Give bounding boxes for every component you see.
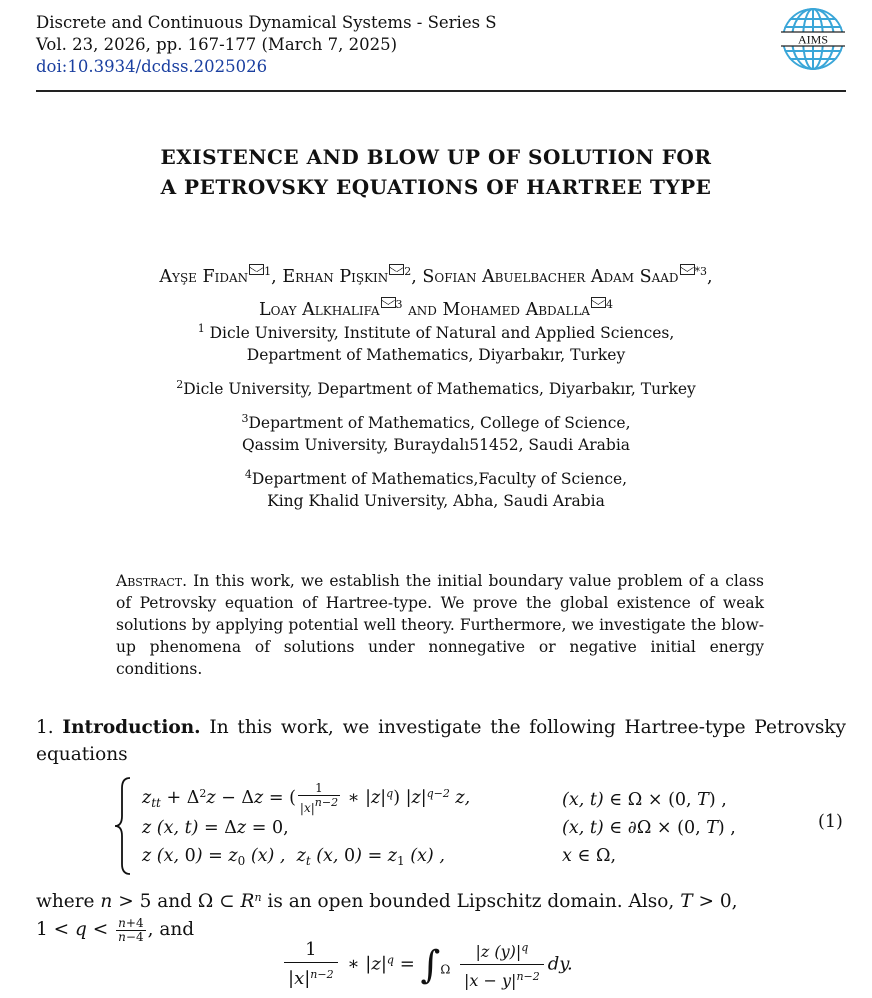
condition-1: (x, t) ∈ Ω × (0, T) , — [562, 790, 727, 810]
affiliation-1: $^1$ Dicle University, Institute of Natural and Applied Sciences, Department of Mathematics, Diyarbakır, Turkey — [197, 322, 675, 365]
author-name: Erhan Pişkin — [282, 266, 389, 287]
journal-header — [36, 12, 497, 78]
left-brace — [112, 776, 132, 876]
email-icon[interactable] — [249, 264, 264, 275]
email-icon[interactable] — [680, 264, 695, 275]
journal-volume: Vol. 23, 2026, pp. 167-177 (March 7, 2025) — [36, 35, 398, 54]
section-number: 1. — [36, 717, 54, 738]
equation-row-1: $z_{tt} + \Delta^2z - \Delta z$ = ( $\frac{1}{|x|n-2}$ ∗ $|z|^q$) $|z|^{q-2}$ z, — [142, 781, 471, 815]
affiliation-2: $^2$Dicle University, Department of Mathematics, Diyarbakır, Turkey — [176, 378, 696, 399]
aims-logo-text: AIMS — [797, 32, 829, 47]
author-name: Loay Alkhalifa — [259, 299, 380, 320]
equation-row-3: z (x, $0) = z_0$ (x) , $z_t$ (x, $0) = z_1$ (x) , — [142, 846, 445, 868]
email-icon[interactable] — [389, 264, 404, 275]
where-paragraph: where n > 5 and Ω ⊂ $R^n$ is an open bounded Lipschitz domain. Also, T > 0, 1 < q < $\frac{n+4}{n-4}$ , and — [36, 891, 738, 944]
journal-name: Discrete and Continuous Dynamical Systems - Series S — [36, 13, 497, 32]
author-list: Ayşe Fidan $^1$, Erhan Pişkin $^2$, Sofian Abuelbacher Adam Saad $^{*3}$, Loay Alkhalifa $^3$ and Mohamed Abdalla $^4$ — [159, 265, 713, 320]
equation-system — [106, 776, 866, 886]
hartree-convolution-equation: $\frac{1}{|x|^{n-2}}$ ∗ $|z|^q = \int_\Omega$ $\frac{|z (y)|^q}{|x - y|^{n-2}}$ dy. — [280, 936, 573, 993]
affiliation-3: $^3$Department of Mathematics, College of Science, Qassim University, Buraydalı51452, Saudi Arabia — [241, 412, 631, 455]
and-word: and — [408, 299, 437, 320]
header-rule — [36, 90, 846, 92]
affiliation-4: $^4$Department of Mathematics,Faculty of Science, King Khalid University, Abha, Saudi Arabia — [244, 468, 628, 511]
doi-link[interactable]: doi:10.3934/dcdss.2025026 — [36, 57, 268, 76]
equation-number: (1) — [818, 812, 843, 832]
condition-3: x ∈ Ω, — [562, 846, 617, 866]
abstract-label: Abstract. — [116, 572, 188, 590]
author-name: Sofian Abuelbacher Adam Saad — [422, 266, 679, 287]
section-title: Introduction. — [62, 717, 201, 738]
email-icon[interactable] — [381, 297, 396, 308]
aims-logo — [778, 6, 848, 72]
author-name: Mohamed Abdalla — [442, 299, 590, 320]
abstract-text: In this work, we establish the initial boundary value problem of a class of Petrovsky equation of Hartree-type. We prove the global existence of weak solutions by applying potential well theory. Furthermore, we investigate the blow-up phenomena of solutions under nonnegative or negative initial energy conditions. — [116, 572, 764, 678]
paper-title: EXISTENCE AND BLOW UP OF SOLUTION FOR A PETROVSKY EQUATIONS OF HARTREE TYPE — [160, 145, 712, 199]
intro-text: In this work, we investigate the following Hartree-type Petrovsky equations — [36, 717, 846, 765]
author-name: Ayşe Fidan — [159, 266, 249, 287]
equation-row-2: z (x, t) = Δz = 0, — [142, 818, 289, 838]
abstract — [116, 570, 764, 680]
condition-2: (x, t) ∈ ∂Ω × (0, T) , — [562, 818, 736, 838]
email-icon[interactable] — [591, 297, 606, 308]
introduction-paragraph — [36, 714, 846, 768]
